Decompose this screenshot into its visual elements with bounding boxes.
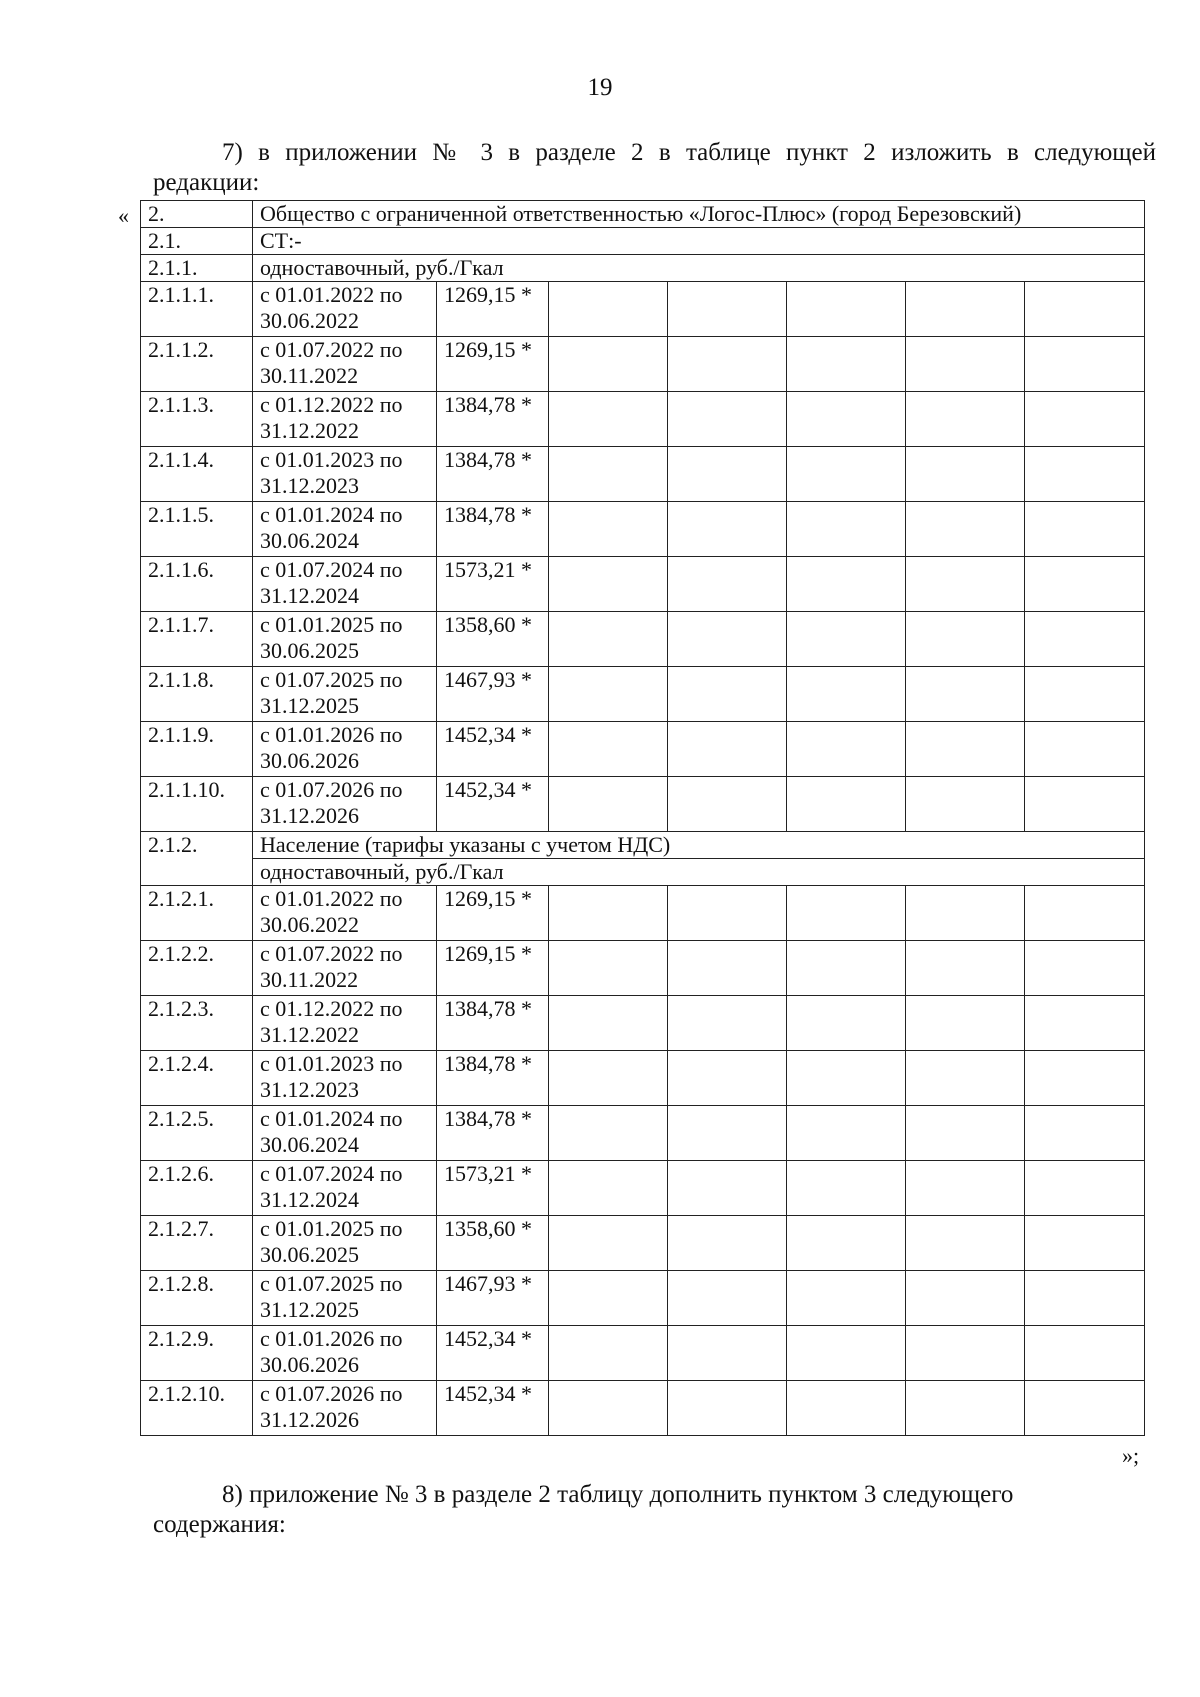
table-row: [141, 886, 1145, 941]
empty-cell: [668, 1161, 787, 1216]
row-tariff-value: 1384,78 *: [437, 502, 549, 557]
row-tariff-value: 1358,60 *: [437, 612, 549, 667]
row-number: 2.1.2.2.: [141, 941, 253, 996]
empty-cell: [906, 1271, 1025, 1326]
empty-cell: [787, 1161, 906, 1216]
empty-cell: [668, 941, 787, 996]
empty-cell: [668, 392, 787, 447]
table-row: [141, 1106, 1145, 1161]
population-number: 2.1.2.: [141, 832, 253, 886]
row-tariff-value: 1452,34 *: [437, 1381, 549, 1436]
row-period: с 01.07.2025 по 31.12.2025: [253, 667, 437, 722]
tariff-table-body: [141, 201, 1145, 1436]
empty-cell: [787, 282, 906, 337]
table-row: [141, 1216, 1145, 1271]
row-period: с 01.01.2024 по 30.06.2024: [253, 502, 437, 557]
row-period: с 01.01.2026 по 30.06.2026: [253, 1326, 437, 1381]
row-period: с 01.07.2026 по 31.12.2026: [253, 1381, 437, 1436]
empty-cell: [668, 337, 787, 392]
st-row: [141, 228, 1145, 255]
row-period: с 01.07.2024 по 31.12.2024: [253, 557, 437, 612]
empty-cell: [668, 502, 787, 557]
row-tariff-value: 1384,78 *: [437, 447, 549, 502]
st-label: СТ:-: [253, 228, 1145, 255]
empty-cell: [787, 1381, 906, 1436]
row-period: с 01.12.2022 по 31.12.2022: [253, 392, 437, 447]
empty-cell: [1025, 1051, 1145, 1106]
empty-cell: [549, 996, 668, 1051]
empty-cell: [906, 777, 1025, 832]
empty-cell: [787, 1326, 906, 1381]
empty-cell: [906, 1106, 1025, 1161]
empty-cell: [787, 1216, 906, 1271]
table-row: [141, 1271, 1145, 1326]
empty-cell: [1025, 667, 1145, 722]
empty-cell: [906, 1216, 1025, 1271]
row-tariff-value: 1573,21 *: [437, 557, 549, 612]
table-row: [141, 941, 1145, 996]
empty-cell: [787, 447, 906, 502]
empty-cell: [1025, 996, 1145, 1051]
empty-cell: [549, 1216, 668, 1271]
population-rate-row: [141, 859, 1145, 886]
empty-cell: [1025, 722, 1145, 777]
empty-cell: [549, 1106, 668, 1161]
st-rate-number: 2.1.1.: [141, 255, 253, 282]
table-row: [141, 557, 1145, 612]
row-number: 2.1.2.7.: [141, 1216, 253, 1271]
empty-cell: [906, 1326, 1025, 1381]
empty-cell: [549, 502, 668, 557]
empty-cell: [1025, 557, 1145, 612]
org-name: Общество с ограниченной ответственностью «Логос-Плюс» (город Березовский): [253, 201, 1145, 228]
row-number: 2.1.2.5.: [141, 1106, 253, 1161]
table-row: [141, 1161, 1145, 1216]
empty-cell: [906, 337, 1025, 392]
row-period: с 01.07.2022 по 30.11.2022: [253, 337, 437, 392]
empty-cell: [1025, 612, 1145, 667]
row-period: с 01.01.2025 по 30.06.2025: [253, 612, 437, 667]
row-number: 2.1.1.6.: [141, 557, 253, 612]
empty-cell: [1025, 1381, 1145, 1436]
empty-cell: [549, 667, 668, 722]
row-tariff-value: 1269,15 *: [437, 337, 549, 392]
empty-cell: [1025, 282, 1145, 337]
empty-cell: [668, 447, 787, 502]
empty-cell: [1025, 447, 1145, 502]
row-tariff-value: 1269,15 *: [437, 282, 549, 337]
row-number: 2.1.1.7.: [141, 612, 253, 667]
empty-cell: [549, 1381, 668, 1436]
empty-cell: [549, 886, 668, 941]
empty-cell: [1025, 392, 1145, 447]
table-row: [141, 996, 1145, 1051]
table-row: [141, 612, 1145, 667]
empty-cell: [1025, 777, 1145, 832]
empty-cell: [549, 392, 668, 447]
empty-cell: [549, 1271, 668, 1326]
opening-quote: «: [118, 203, 129, 228]
empty-cell: [549, 777, 668, 832]
org-number: 2.: [141, 201, 253, 228]
empty-cell: [787, 667, 906, 722]
empty-cell: [787, 777, 906, 832]
empty-cell: [549, 282, 668, 337]
empty-cell: [787, 337, 906, 392]
row-period: с 01.01.2023 по 31.12.2023: [253, 1051, 437, 1106]
row-number: 2.1.2.4.: [141, 1051, 253, 1106]
empty-cell: [906, 941, 1025, 996]
row-tariff-value: 1384,78 *: [437, 1051, 549, 1106]
row-number: 2.1.2.3.: [141, 996, 253, 1051]
population-rate-label: одноставочный, руб./Гкал: [253, 859, 1145, 886]
row-period: с 01.01.2022 по 30.06.2022: [253, 886, 437, 941]
st-rate-label: одноставочный, руб./Гкал: [253, 255, 1145, 282]
row-number: 2.1.2.9.: [141, 1326, 253, 1381]
population-row: [141, 832, 1145, 859]
empty-cell: [787, 886, 906, 941]
row-tariff-value: 1573,21 *: [437, 1161, 549, 1216]
table-row: [141, 447, 1145, 502]
empty-cell: [668, 557, 787, 612]
empty-cell: [906, 1161, 1025, 1216]
empty-cell: [906, 996, 1025, 1051]
empty-cell: [906, 886, 1025, 941]
empty-cell: [787, 722, 906, 777]
st-rate-row: [141, 255, 1145, 282]
closing-quote: »;: [1122, 1443, 1140, 1468]
tariff-table: [140, 200, 1145, 1436]
row-tariff-value: 1467,93 *: [437, 1271, 549, 1326]
empty-cell: [668, 612, 787, 667]
row-tariff-value: 1384,78 *: [437, 392, 549, 447]
row-tariff-value: 1384,78 *: [437, 1106, 549, 1161]
empty-cell: [906, 612, 1025, 667]
table-row: [141, 282, 1145, 337]
empty-cell: [549, 557, 668, 612]
empty-cell: [668, 1326, 787, 1381]
row-number: 2.1.1.4.: [141, 447, 253, 502]
page-number: 19: [587, 74, 613, 101]
row-tariff-value: 1452,34 *: [437, 1326, 549, 1381]
row-period: с 01.12.2022 по 31.12.2022: [253, 996, 437, 1051]
empty-cell: [906, 1381, 1025, 1436]
empty-cell: [787, 1271, 906, 1326]
empty-cell: [549, 1161, 668, 1216]
empty-cell: [668, 667, 787, 722]
empty-cell: [549, 1326, 668, 1381]
row-period: с 01.01.2026 по 30.06.2026: [253, 722, 437, 777]
table-row: [141, 777, 1145, 832]
row-number: 2.1.2.6.: [141, 1161, 253, 1216]
empty-cell: [906, 722, 1025, 777]
org-row: [141, 201, 1145, 228]
row-number: 2.1.2.10.: [141, 1381, 253, 1436]
empty-cell: [906, 1051, 1025, 1106]
row-number: 2.1.2.8.: [141, 1271, 253, 1326]
row-period: с 01.01.2023 по 31.12.2023: [253, 447, 437, 502]
empty-cell: [549, 337, 668, 392]
row-number: 2.1.1.3.: [141, 392, 253, 447]
empty-cell: [668, 777, 787, 832]
row-number: 2.1.1.2.: [141, 337, 253, 392]
empty-cell: [668, 1216, 787, 1271]
row-number: 2.1.1.9.: [141, 722, 253, 777]
row-tariff-value: 1358,60 *: [437, 1216, 549, 1271]
empty-cell: [668, 722, 787, 777]
empty-cell: [1025, 941, 1145, 996]
table-row: [141, 1326, 1145, 1381]
row-tariff-value: 1452,34 *: [437, 722, 549, 777]
table-row: [141, 722, 1145, 777]
empty-cell: [787, 1106, 906, 1161]
row-number: 2.1.1.5.: [141, 502, 253, 557]
paragraph-7-line-1: 7) в приложении № 3 в разделе 2 в таблице пункт 2 изложить в следующей: [222, 139, 1156, 166]
population-label: Население (тарифы указаны с учетом НДС): [253, 832, 1145, 859]
row-period: с 01.01.2025 по 30.06.2025: [253, 1216, 437, 1271]
empty-cell: [668, 1106, 787, 1161]
empty-cell: [906, 502, 1025, 557]
empty-cell: [549, 612, 668, 667]
empty-cell: [1025, 1271, 1145, 1326]
empty-cell: [906, 282, 1025, 337]
empty-cell: [1025, 1161, 1145, 1216]
row-period: с 01.01.2024 по 30.06.2024: [253, 1106, 437, 1161]
empty-cell: [1025, 337, 1145, 392]
empty-cell: [1025, 502, 1145, 557]
empty-cell: [668, 1051, 787, 1106]
empty-cell: [906, 667, 1025, 722]
empty-cell: [1025, 1326, 1145, 1381]
paragraph-7-line-2: редакции:: [153, 169, 260, 196]
empty-cell: [549, 447, 668, 502]
row-tariff-value: 1384,78 *: [437, 996, 549, 1051]
row-number: 2.1.1.8.: [141, 667, 253, 722]
empty-cell: [787, 502, 906, 557]
empty-cell: [1025, 1106, 1145, 1161]
row-number: 2.1.2.1.: [141, 886, 253, 941]
row-tariff-value: 1452,34 *: [437, 777, 549, 832]
table-row: [141, 392, 1145, 447]
row-number: 2.1.1.1.: [141, 282, 253, 337]
empty-cell: [787, 941, 906, 996]
empty-cell: [549, 722, 668, 777]
empty-cell: [906, 557, 1025, 612]
row-period: с 01.07.2025 по 31.12.2025: [253, 1271, 437, 1326]
empty-cell: [549, 1051, 668, 1106]
row-number: 2.1.1.10.: [141, 777, 253, 832]
empty-cell: [668, 282, 787, 337]
empty-cell: [787, 612, 906, 667]
empty-cell: [549, 941, 668, 996]
empty-cell: [787, 392, 906, 447]
empty-cell: [668, 886, 787, 941]
empty-cell: [787, 996, 906, 1051]
empty-cell: [787, 1051, 906, 1106]
table-row: [141, 1381, 1145, 1436]
st-number: 2.1.: [141, 228, 253, 255]
table-row: [141, 337, 1145, 392]
row-period: с 01.07.2022 по 30.11.2022: [253, 941, 437, 996]
row-tariff-value: 1467,93 *: [437, 667, 549, 722]
row-period: с 01.07.2026 по 31.12.2026: [253, 777, 437, 832]
empty-cell: [906, 392, 1025, 447]
row-tariff-value: 1269,15 *: [437, 886, 549, 941]
table-row: [141, 667, 1145, 722]
paragraph-8-line-2: содержания:: [153, 1511, 286, 1538]
row-tariff-value: 1269,15 *: [437, 941, 549, 996]
table-row: [141, 502, 1145, 557]
row-period: с 01.07.2024 по 31.12.2024: [253, 1161, 437, 1216]
empty-cell: [1025, 886, 1145, 941]
table-row: [141, 1051, 1145, 1106]
empty-cell: [668, 1381, 787, 1436]
paragraph-8-line-1: 8) приложение № 3 в разделе 2 таблицу дополнить пунктом 3 следующего: [222, 1481, 1014, 1508]
empty-cell: [668, 1271, 787, 1326]
empty-cell: [668, 996, 787, 1051]
empty-cell: [1025, 1216, 1145, 1271]
row-period: с 01.01.2022 по 30.06.2022: [253, 282, 437, 337]
empty-cell: [787, 557, 906, 612]
empty-cell: [906, 447, 1025, 502]
